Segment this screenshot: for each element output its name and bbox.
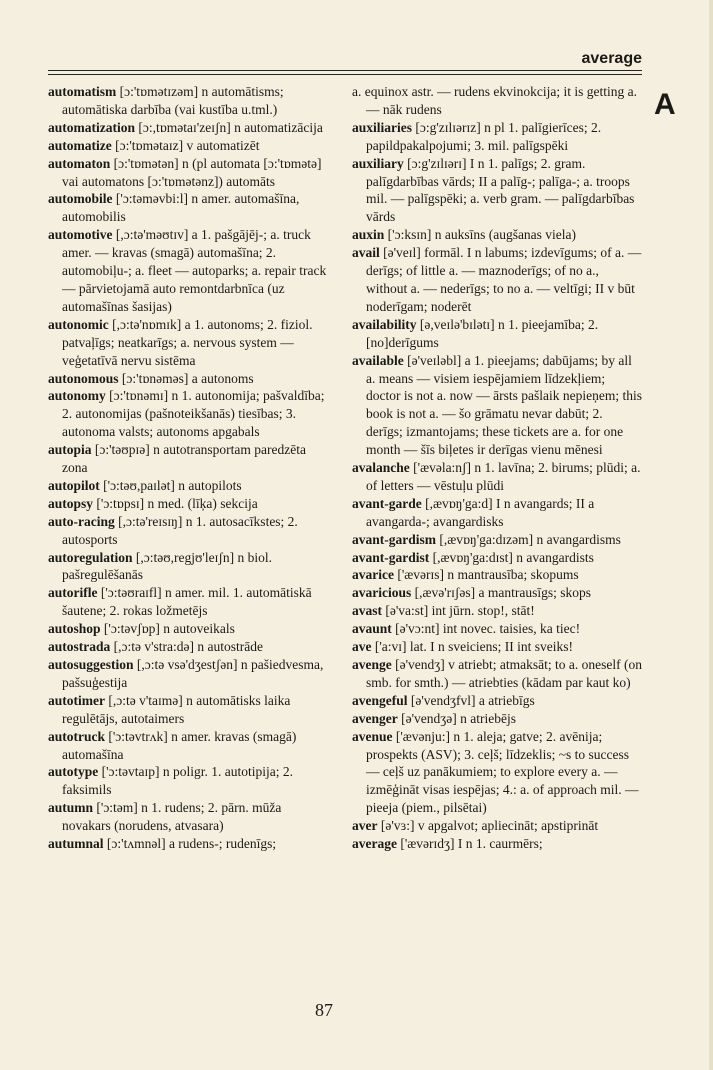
dictionary-entry — [352, 638, 642, 656]
entry-headword: average — [352, 836, 397, 852]
entry-headword: automotive — [48, 227, 113, 243]
entry-definition: [ɔ:'tɒmətən] n (pl automata [ɔ:'tɒmətə] vai automatons [ɔ:'tɒmətənz]) automāts — [62, 155, 322, 189]
entry-headword: autumnal — [48, 836, 104, 852]
entry-headword: auxiliaries — [352, 119, 412, 135]
dictionary-entry — [352, 584, 642, 602]
dictionary-entry — [48, 835, 332, 853]
page-number: 87 — [315, 1000, 333, 1020]
entry-definition: ['ɔ:təm] n 1. rudens; 2. pārn. mūža novakars (norudens, atvasara) — [62, 800, 282, 834]
dictionary-entry — [352, 602, 642, 620]
entry-definition: ['a:vɪ] lat. I n sveiciens; II int sveiks! — [374, 639, 574, 655]
dictionary-entry — [352, 459, 642, 495]
dictionary-entry — [352, 692, 642, 710]
entry-definition: [ə'vɔ:nt] int novec. taisies, ka tiec! — [395, 621, 581, 637]
dictionary-entry — [352, 566, 642, 584]
dictionary-entry — [352, 244, 642, 316]
entry-headword: auxin — [352, 227, 385, 243]
dictionary-entry — [48, 656, 332, 692]
entry-definition: [ɔ:g'zɪlɪərɪz] n pl 1. palīgierīces; 2. papildpakalpojumi; 3. mil. palīgspēki — [366, 119, 602, 153]
entry-headword: automatization — [48, 119, 135, 135]
thumb-index-letter: A — [654, 88, 676, 121]
entry-definition: ['ævərɪs] n mantrausība; skopums — [397, 567, 579, 583]
dictionary-entry — [48, 513, 332, 549]
dictionary-entry — [352, 531, 642, 549]
entry-definition: ['ævərɪdʒ] I n 1. caurmērs; — [400, 836, 543, 852]
entry-definition: [ɔ:'tɒmətɪzəm] n automātisms; automātiska darbība (vai kustība u.tml.) — [62, 84, 284, 117]
entry-definition: [ə'vendʒ] v atriebt; atmaksāt; to a. oneself (on smb. for smth.) — atriebties (kādam par kaut ko) — [366, 657, 642, 690]
entry-headword: autopia — [48, 442, 92, 458]
entry-headword: available — [352, 352, 404, 368]
entry-definition: [,ɔ:tə'məʊtɪv] a 1. pašgājēj-; a. truck amer. — kravas (smagā) automašīna; 2. automobiļu-; a. fleet — autoparks; a. repair track — pārvietojamā auto remontdarbnīca (uz automašīnas šasijas) — [62, 227, 327, 314]
dictionary-entry — [48, 226, 332, 316]
dictionary-entry — [48, 692, 332, 728]
dictionary-entry — [352, 352, 642, 459]
dictionary-entry — [48, 477, 332, 495]
entry-headword: automaton — [48, 155, 111, 171]
entry-headword: autonomous — [48, 370, 119, 386]
page-edge — [709, 0, 713, 1070]
entry-headword: avant-gardism — [352, 531, 436, 547]
right-column — [352, 83, 642, 853]
entry-headword: autosuggestion — [48, 657, 134, 672]
entry-definition: ['ɔ:təʊ,paɪlət] n autopilots — [103, 477, 242, 493]
dictionary-entry — [352, 728, 642, 818]
entry-headword: autotimer — [48, 692, 105, 708]
entry-headword: auto-racing — [48, 513, 115, 529]
entry-headword: avenue — [352, 728, 393, 744]
entry-headword: autotruck — [48, 728, 105, 744]
dictionary-entry — [48, 799, 332, 835]
entry-definition: [ə,veɪlə'bɪlətɪ] n 1. pieejamība; 2. [no]derīgums — [366, 316, 599, 350]
entry-headword: avaunt — [352, 621, 392, 637]
entry-definition: [,ɔ:tə vsə'dʒestʃən] n pašiedvesma, pašsuģestija — [62, 657, 324, 690]
dictionary-entry — [48, 763, 332, 799]
entry-headword: avast — [352, 603, 382, 619]
dictionary-entry — [48, 370, 332, 388]
entry-headword: avarice — [352, 567, 394, 583]
dictionary-entry — [48, 137, 332, 155]
entry-headword: avant-garde — [352, 495, 422, 511]
entry-definition: [ɔ:'tʌmnəl] a rudens-; rudenīgs; — [106, 836, 277, 852]
entry-headword: avant-gardist — [352, 549, 430, 565]
entry-headword: automobile — [48, 191, 113, 207]
left-column — [48, 83, 332, 853]
entry-definition: ['ɔ:təvtrʌk] n amer. kravas (smagā) automašīna — [62, 728, 297, 762]
dictionary-entry — [48, 316, 332, 370]
entry-headword: autostrada — [48, 639, 111, 655]
entry-headword: automatize — [48, 137, 112, 153]
running-head: average — [581, 50, 642, 67]
dictionary-entry — [352, 620, 642, 638]
entry-headword: avalanche — [352, 460, 410, 476]
entry-definition: ['ævənju:] n 1. aleja; gatve; 2. avēnija; prospekts (ASV); 3. ceļš; līdzeklis; ~s to success — ceļš uz panākumiem; to explore every a. — izmēģināt visas iespējas; 4.: a. of approach mil. — pieeja (piem., pilsētai) — [366, 728, 639, 816]
entry-definition: [ɔ:'tɒmətaɪz] v automatizēt — [115, 137, 260, 153]
dictionary-entry — [352, 316, 642, 352]
dictionary-entry — [352, 549, 642, 567]
entry-definition: [ɔ:g'zɪlɪərɪ] I n 1. palīgs; 2. gram. palīgdarbības vārds; II a palīg-; palīga-; a. troops mil. — palīgspēki; a. verb gram. — palīgdarbības vārds — [366, 155, 635, 225]
entry-headword: autonomic — [48, 316, 109, 332]
dictionary-entry — [48, 83, 332, 119]
entry-definition: [ə'veɪləbl] a 1. pieejams; dabūjams; by all a. means — visiem iespējamiem līdzekļiem; doctor is not a. now — ārsts pašlaik nepieņem; this book is not a. — šo grāmatu nevar dabūt; 2. derīgs; izmantojams; these tickets are a. for one month — šīs biļetes ir derīgas vienu mēnesi — [366, 352, 642, 458]
entry-definition: [ə'va:st] int jūrn. stop!, stāt! — [385, 603, 535, 619]
entry-headword: autoregulation — [48, 549, 133, 565]
entry-definition: [,ævɒŋ'ga:d] I n avangards; II a avangarda-; avangardisks — [366, 495, 595, 529]
dictionary-entry — [48, 584, 332, 620]
dictionary-entry — [352, 835, 642, 853]
dictionary-entry — [48, 155, 332, 191]
entry-definition: [,ɔ:tə v'taɪmə] n automātisks laika regulētājs, autotaimers — [62, 692, 291, 726]
entry-headword: autotype — [48, 764, 99, 780]
entry-definition: [,ɔ:tə'reɪsɪŋ] n 1. autosacīkstes; 2. autosports — [62, 513, 298, 547]
entry-headword: auxiliary — [352, 155, 404, 171]
entry-headword: avenger — [352, 710, 398, 726]
dictionary-entry — [48, 387, 332, 441]
entry-headword: automatism — [48, 84, 117, 99]
dictionary-entry — [48, 728, 332, 764]
dictionary-entry — [48, 495, 332, 513]
entry-headword: avail — [352, 245, 380, 261]
entry-definition: [,ævɒŋ'ga:dɪst] n avangardists — [432, 549, 594, 565]
dictionary-entry — [352, 656, 642, 692]
dictionary-entry — [48, 549, 332, 585]
entry-definition: ['ɔ:təvtaɪp] n poligr. 1. autotipija; 2. faksimils — [62, 764, 294, 798]
dictionary-entry — [352, 155, 642, 227]
entry-definition: [,ɔ:təʊ,regjʊ'leɪʃn] n biol. pašregulēšanās — [62, 549, 272, 583]
entry-definition: ['ɔ:təʊraɪfl] n amer. mil. 1. automātiskā šautene; 2. rokas ložmetējs — [62, 585, 312, 619]
header-rule — [48, 70, 642, 71]
entry-headword: availability — [352, 316, 417, 332]
entry-definition: [ə'vɜ:] v apgalvot; apliecināt; apstiprināt — [380, 818, 599, 834]
entry-definition: [,ɔ:tə'nɒmɪk] a 1. autonoms; 2. fiziol. patvaļīgs; neatkarīgs; a. nervous system — veģetatīvā nervu sistēma — [62, 316, 313, 368]
entry-definition: ['ɔ:təvʃɒp] n autoveikals — [103, 621, 235, 637]
entry-definition: ['ɔ:təməvbi:l] n amer. automašīna, automobilis — [62, 191, 300, 225]
entry-definition: [ə'veɪl] formāl. I n labums; izdevīgums; of a. — derīgs; of little a. — maznoderīgs; of no a., without a. — nederīgs; to no a. — veltīgi; II v būt noderīgam; noderēt — [366, 245, 642, 314]
entry-definition: [ə'vendʒə] n atriebējs — [401, 710, 516, 726]
entry-definition: [ə'vendʒfvl] a atriebīgs — [410, 692, 535, 708]
dictionary-entry — [352, 119, 642, 155]
header-rule-thin — [48, 74, 642, 75]
entry-headword: ave — [352, 639, 372, 655]
entry-headword: autonomy — [48, 388, 106, 404]
dictionary-entry — [48, 638, 332, 656]
entry-definition: ['ɔ:tɒpsɪ] n med. (līķa) sekcija — [96, 495, 258, 511]
entry-headword: aver — [352, 818, 378, 834]
dictionary-entry — [48, 119, 332, 137]
entry-headword: autumn — [48, 800, 94, 816]
dictionary-entry — [352, 226, 642, 244]
dictionary-entry — [48, 190, 332, 226]
entry-headword: autoshop — [48, 621, 101, 637]
entry-headword: avengeful — [352, 692, 408, 708]
dictionary-entry — [48, 620, 332, 638]
entry-definition: a. equinox astr. — rudens ekvinokcija; it is getting a. — nāk rudens — [352, 84, 637, 117]
entry-definition: [,ævə'rɪʃəs] a mantrausīgs; skops — [414, 585, 592, 601]
entry-definition: [ɔ:'tɒnəmɪ] n 1. autonomija; pašvaldība; 2. autonomijas (pašnoteikšanās) tiesības; 3. autonoma valsts; autonoms apgabals — [62, 388, 325, 440]
dictionary-entry — [352, 83, 642, 119]
dictionary-entry — [352, 817, 642, 835]
entry-definition: ['ɔ:ksɪn] n auksīns (augšanas viela) — [387, 227, 577, 243]
dictionary-entry — [352, 710, 642, 728]
entry-definition: [ɔ:'təʊpɪə] n autotransportam paredzēta zona — [62, 442, 307, 476]
dictionary-entry — [48, 441, 332, 477]
entry-headword: avenge — [352, 657, 392, 672]
entry-definition: [ɔ:'tɒnəməs] a autonoms — [121, 370, 254, 386]
entry-definition: [,ævɒŋ'ga:dɪzəm] n avangardisms — [439, 531, 621, 547]
dictionary-entry — [352, 495, 642, 531]
entry-headword: autorifle — [48, 585, 98, 601]
entry-headword: autopsy — [48, 495, 94, 511]
entry-headword: avaricious — [352, 585, 412, 601]
entry-definition: [ɔ:,tɒmətaɪ'zeɪʃn] n automatizācija — [138, 119, 323, 135]
entry-headword: autopilot — [48, 477, 100, 493]
entry-definition: [,ɔ:tə v'stra:də] n autostrāde — [113, 639, 264, 655]
entry-definition: ['ævəla:nʃ] n 1. lavīna; 2. birums; plūdi; a. of letters — vēstuļu plūdi — [366, 460, 641, 493]
